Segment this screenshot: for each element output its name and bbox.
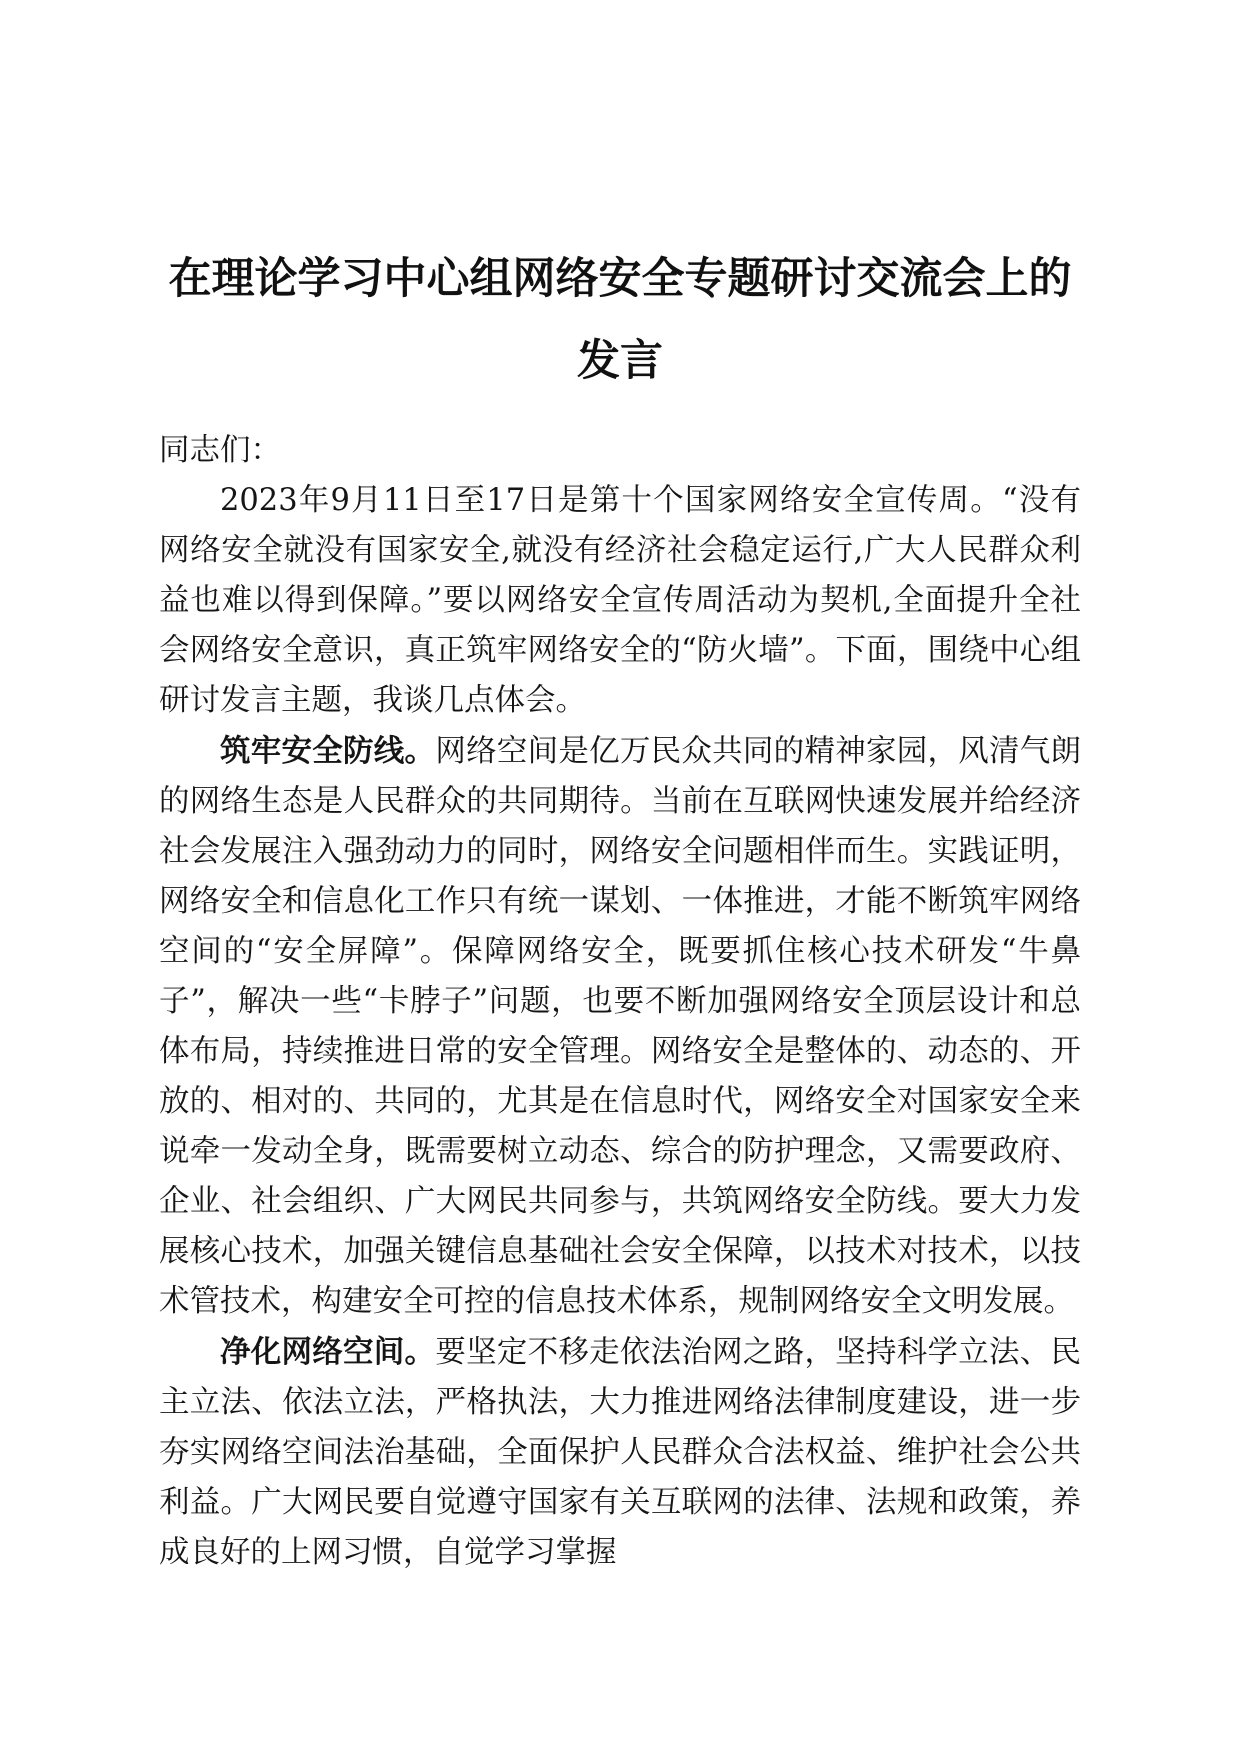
section-paragraph-clean-cyberspace xyxy=(159,1327,1081,1578)
document-title: 在理论学习中心组网络安全专题研讨交流会上的发言 xyxy=(168,254,1072,386)
section-paragraph-security-line xyxy=(159,726,1081,1327)
salutation: 同志们： xyxy=(159,433,281,468)
section-heading: 筑牢安全防线。 xyxy=(220,733,436,769)
section-text: 网络空间是亿万民众共同的精神家园，风清气朗的网络生态是人民群众的共同期待。当前在互联网快速发展并给经济社会发展注入强劲动力的同时，网络安全问题相伴而生。实践证明，网络安全和信息化工作只有统一谋划、一体推进，才能不断筑牢网络空间的“安全屏障”。保障网络安全，既要抓住核心技术研发“牛鼻子”，解决一些“卡脖子”问题，也要不断加强网络安全顶层设计和总体布局，持续推进日常的安全管理。网络安全是整体的、动态的、开放的、相对的、共同的，尤其是在信息时代，网络安全对国家安全来说牵一发动全身，既需要树立动态、综合的防护理念，又需要政府、企业、社会组织、广大网民共同参与，共筑网络安全防线。要大力发展核心技术，加强关键信息基础社会安全保障，以技术对技术，以技术管技术，构建安全可控的信息技术体系，规制网络安全文明发展。 xyxy=(159,734,1082,1319)
document-body xyxy=(159,426,1081,1578)
intro-paragraph: 2023年9月11日至17日是第十个国家网络安全宣传周。“没有网络安全就没有国家安全,就没有经济社会稳定运行,广大人民群众利益也难以得到保障。”要以网络安全宣传周活动为契机,全面提升全社会网络安全意识，真正筑牢网络安全的“防火墙”。下面，围绕中心组研讨发言主题，我谈几点体会。 xyxy=(159,483,1081,718)
section-text: 要坚定不移走依法治网之路，坚持科学立法、民主立法、依法立法，严格执法，大力推进网络法律制度建设，进一步夯实网络空间法治基础，全面保护人民群众合法权益、维护社会公共利益。广大网民要自觉遵守国家有关互联网的法律、法规和政策，养成良好的上网习惯，自觉学习掌握 xyxy=(159,1335,1082,1570)
section-heading: 净化网络空间。 xyxy=(220,1334,436,1370)
